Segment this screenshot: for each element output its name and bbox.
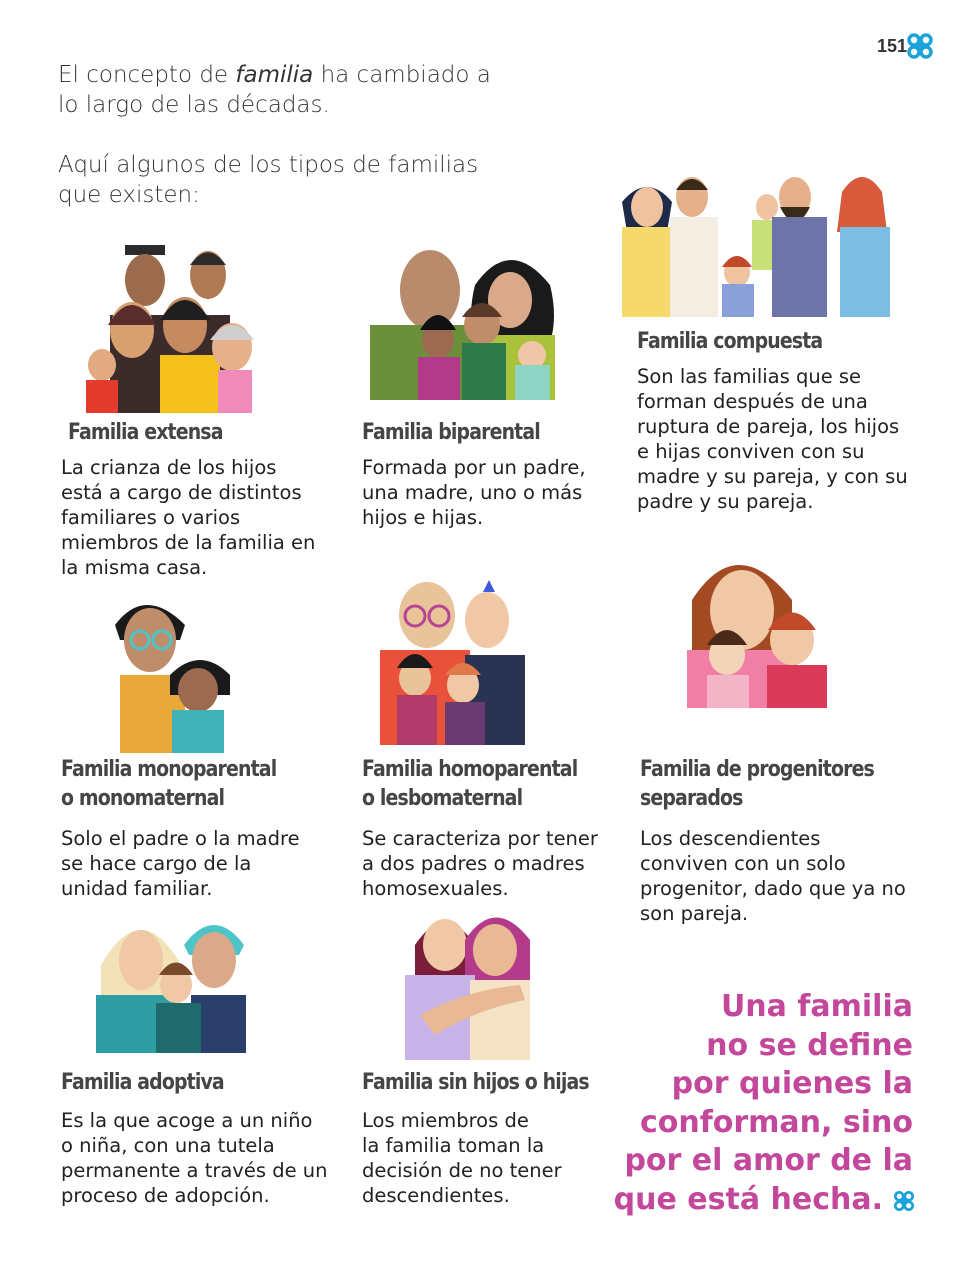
title-familia-compuesta: Familia compuesta [637,329,823,354]
childless-family-illustration [400,905,535,1060]
extended-family-illustration [80,225,260,413]
title-familia-sin-hijos: Familia sin hijos o hijas [362,1070,589,1095]
title-familia-extensa: Familia extensa [68,420,223,445]
decorative-knot-icon [906,32,934,60]
desc-familia-homoparental: Se caracteriza por tener a dos padres o madres homosexuales. [362,827,598,900]
separated-parents-family-illustration [682,550,830,708]
emphasis-familia: familia [235,62,314,88]
desc-familia-adoptiva: Es la que acoge a un niño o niña, con una tutela permanente a través de un proceso de adopción. [61,1109,328,1207]
single-parent-family-illustration [110,595,235,753]
intro-paragraph: El concepto de familia ha cambiado a lo largo de las décadas. [58,62,491,118]
page-number: 151 [877,36,908,56]
title-familia-homoparental: Familia homoparental o lesbomaternal [362,757,578,811]
blended-family-illustration [612,172,912,317]
closing-quote: Una familia no se define por quienes la conforman, sino por el amor de la que está hecha. [613,989,913,1217]
title-familia-biparental: Familia biparental [362,420,540,445]
same-sex-family-illustration [375,580,530,745]
title-familia-adoptiva: Familia adoptiva [61,1070,224,1095]
two-parent-family-illustration [370,245,560,400]
desc-familia-progenitores-separados: Los descendientes conviven con un solo progenitor, dado que ya no son pareja. [640,827,906,925]
intro-list-lead: Aquí algunos de los tipos de familias que existen: [58,152,479,208]
adoptive-family-illustration [96,915,248,1053]
desc-familia-monoparental: Solo el padre o la madre se hace cargo de la unidad familiar. [61,827,300,900]
title-familia-monoparental: Familia monoparental o monomaternal [61,757,277,811]
desc-familia-compuesta: Son las familias que se forman después de una ruptura de pareja, los hijos e hijas conviven con su madre y su pareja, y con su padre y su pareja. [637,365,908,513]
title-familia-progenitores-separados: Familia de progenitores separados [640,757,874,811]
desc-familia-extensa: La crianza de los hijos está a cargo de distintos familiares o varios miembros de la familia en la misma casa. [61,456,316,579]
desc-familia-biparental: Formada por un padre, una madre, uno o más hijos e hijas. [362,456,586,529]
desc-familia-sin-hijos: Los miembros de la familia toman la decisión de no tener descendientes. [362,1109,562,1207]
decorative-knot-icon [893,1190,915,1212]
